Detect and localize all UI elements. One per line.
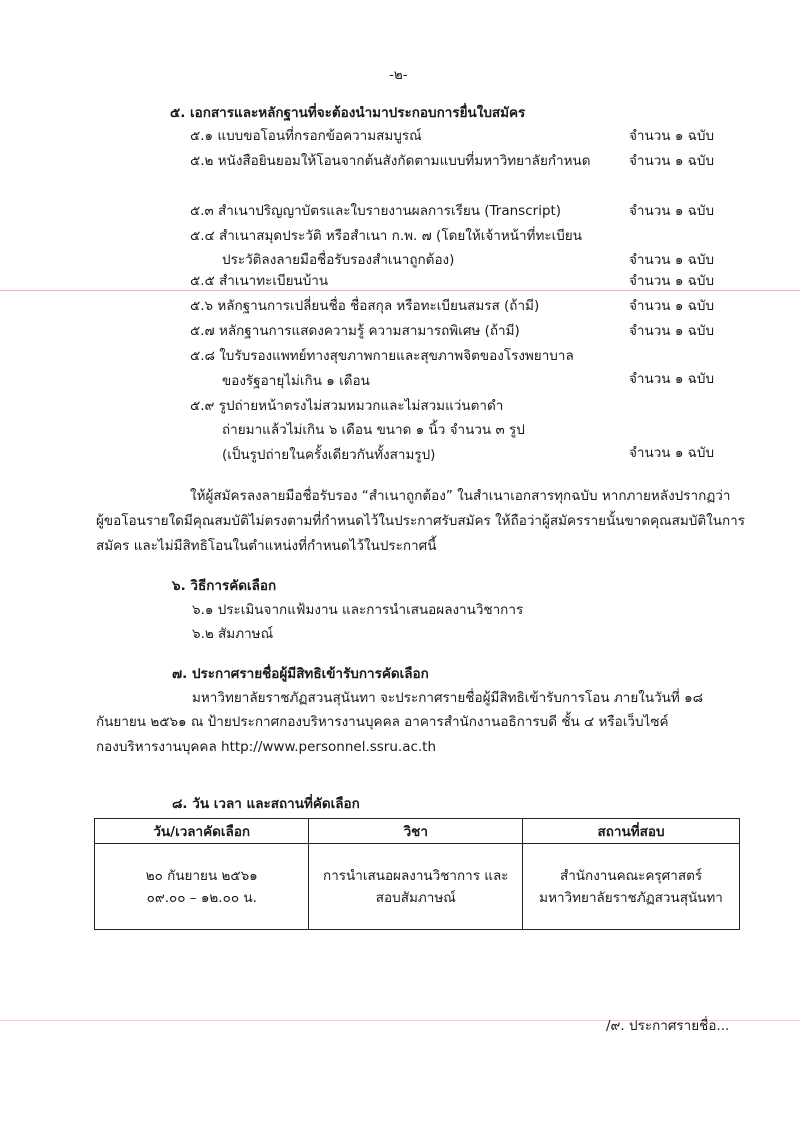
list-item-qty: จำนวน ๑ ฉบับ	[629, 298, 715, 314]
cell-subject-line: สอบสัมภาษณ์	[375, 889, 456, 906]
cell-place	[523, 844, 740, 930]
list-item-cont: ประวัติลงลายมือชื่อรับรองสำเนาถูกต้อง)	[222, 252, 455, 268]
list-item: ๖.๒ สัมภาษณ์	[192, 626, 274, 642]
cell-date: ๒๐ กันยายน ๒๕๖๑	[145, 867, 258, 884]
list-item: ๕.๔ สำเนาสมุดประวัติ หรือสำเนา ก.พ. ๗ (โดยให้เจ้าหน้าที่ทะเบียน	[190, 228, 582, 244]
list-item: ๕.๖ หลักฐานการเปลี่ยนชื่อ ชื่อสกุล หรือทะเบียนสมรส (ถ้ามี)	[190, 298, 540, 314]
section-8-heading: ๘. วัน เวลา และสถานที่คัดเลือก	[172, 796, 360, 812]
list-item-qty: จำนวน ๑ ฉบับ	[629, 252, 715, 268]
column-header: สถานที่สอบ	[523, 819, 740, 844]
list-item-qty: จำนวน ๑ ฉบับ	[629, 273, 715, 289]
list-item-qty: จำนวน ๑ ฉบับ	[629, 445, 715, 461]
continued-footer: /๙. ประกาศรายชื่อ...	[606, 1018, 730, 1034]
scan-artifact-line	[0, 290, 800, 291]
list-item-qty: จำนวน ๑ ฉบับ	[629, 128, 715, 144]
cell-time: ๐๙.๐๐ – ๑๒.๐๐ น.	[146, 889, 257, 906]
column-header: วิชา	[309, 819, 523, 844]
list-item: ๕.๙ รูปถ่ายหน้าตรงไม่สวมหมวกและไม่สวมแว่นตาดำ	[190, 398, 504, 414]
list-item-cont: ถ่ายมาแล้วไม่เกิน ๖ เดือน ขนาด ๑ นิ้ว จำนวน ๓ รูป	[222, 422, 525, 438]
page-number: -๒-	[389, 67, 408, 83]
cell-subject-line: การนำเสนอผลงานวิชาการ และ	[323, 867, 509, 884]
list-item: ๕.๒ หนังสือยินยอมให้โอนจากต้นสังกัดตามแบบที่มหาวิทยาลัยกำหนด	[190, 153, 591, 169]
list-item: ๕.๑ แบบขอโอนที่กรอกข้อความสมบูรณ์	[190, 128, 422, 144]
list-item-qty: จำนวน ๑ ฉบับ	[629, 371, 715, 387]
list-item: ๕.๓ สำเนาปริญญาบัตรและใบรายงานผลการเรียน (Transcript)	[190, 203, 562, 219]
note-paragraph: ให้ผู้สมัครลงลายมือชื่อรับรอง “สำเนาถูกต้อง” ในสำเนาเอกสารทุกฉบับ หากภายหลังปรากฏว่า	[190, 488, 731, 504]
cell-datetime	[95, 844, 309, 930]
list-item-cont: (เป็นรูปถ่ายในครั้งเดียวกันทั้งสามรูป)	[222, 447, 436, 463]
column-header: วัน/เวลาคัดเลือก	[95, 819, 309, 844]
list-item-qty: จำนวน ๑ ฉบับ	[629, 323, 715, 339]
list-item: ๕.๕ สำเนาทะเบียนบ้าน	[190, 273, 329, 289]
list-item: ๖.๑ ประเมินจากแฟ้มงาน และการนำเสนอผลงานวิชาการ	[192, 602, 524, 618]
cell-place-line: มหาวิทยาลัยราชภัฏสวนสุนันทา	[539, 889, 723, 906]
list-item-cont: ของรัฐอายุไม่เกิน ๑ เดือน	[222, 373, 370, 389]
note-paragraph: สมัคร และไม่มีสิทธิโอนในตำแหน่งที่กำหนดไว้ในประกาศนี้	[96, 538, 437, 554]
section-5-heading: ๕. เอกสารและหลักฐานที่จะต้องนำมาประกอบการยื่นใบสมัคร	[170, 105, 526, 121]
paragraph: กองบริหารงานบุคคล http://www.personnel.ssru.ac.th	[96, 739, 437, 755]
paragraph: กันยายน ๒๕๖๑ ณ ป้ายประกาศกองบริหารงานบุคคล อาคารสำนักงานอธิการบดี ชั้น ๔ หรือเว็บไซค์	[96, 714, 669, 730]
section-6-heading: ๖. วิธีการคัดเลือก	[172, 578, 277, 594]
cell-subject	[309, 844, 523, 930]
cell-place-line: สำนักงานคณะครุศาสตร์	[559, 867, 703, 884]
list-item-qty: จำนวน ๑ ฉบับ	[629, 153, 715, 169]
paragraph: มหาวิทยาลัยราชภัฏสวนสุนันทา จะประกาศรายชื่อผู้มีสิทธิเข้ารับการโอน ภายในวันที่ ๑๘	[192, 690, 704, 706]
list-item: ๕.๘ ใบรับรองแพทย์ทางสุขภาพกายและสุขภาพจิตของโรงพยาบาล	[190, 348, 574, 364]
section-7-heading: ๗. ประกาศรายชื่อผู้มีสิทธิเข้ารับการคัดเลือก	[172, 666, 429, 682]
list-item: ๕.๗ หลักฐานการแสดงความรู้ ความสามารถพิเศษ (ถ้ามี)	[190, 323, 520, 339]
table-header-row	[95, 819, 740, 844]
note-paragraph: ผู้ขอโอนรายใดมีคุณสมบัติไม่ตรงตามที่กำหนดไว้ในประกาศรับสมัคร ให้ถือว่าผู้สมัครรายนั้นขาดคุณสมบัติในการ	[96, 513, 745, 529]
list-item-qty: จำนวน ๑ ฉบับ	[629, 203, 715, 219]
schedule-table	[94, 818, 740, 930]
table-row	[95, 844, 740, 930]
